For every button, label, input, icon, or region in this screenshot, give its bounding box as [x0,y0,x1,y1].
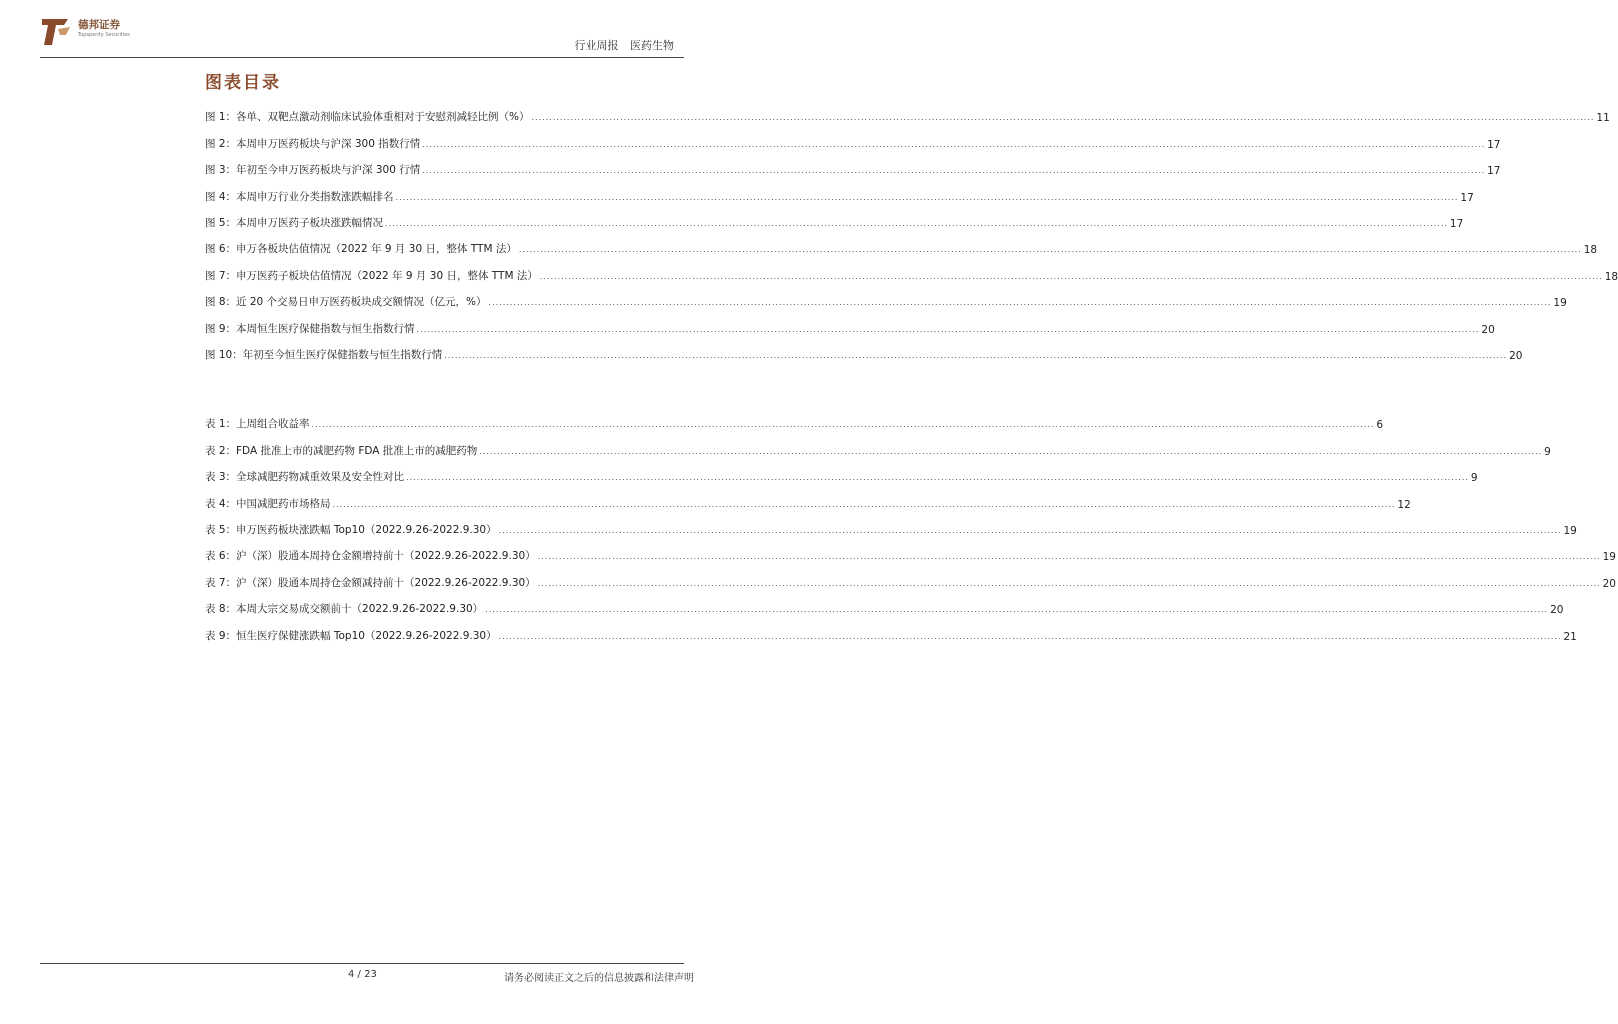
dot-leader: ............................................................................................................................................................................................................................................................................................................ [311,420,1375,430]
logo-english-name: Topsperity Securities [78,32,130,38]
toc-entry-page: 18 [1604,270,1618,283]
report-tags [575,37,675,53]
toc-entry-label: 图 9：本周恒生医疗保健指数与恒生指数行情 [205,322,415,335]
toc-entry-page: 17 [1449,217,1464,230]
toc-entry-label: 图 7：申万医药子板块估值情况（2022 年 9 月 30 日，整体 TTM 法） [205,269,538,282]
table-entry[interactable] [205,563,1616,590]
toc-entry-page: 17 [1487,165,1501,178]
toc-entry-label: 表 3：全球减肥药物减重效果及安全性对比 [205,471,405,484]
header-divider [40,57,684,58]
table-entry[interactable] [205,537,1616,564]
dot-leader: ............................................................................................................................................................................................................................................................................................................ [531,113,1595,123]
toc-entry-label: 图 5：本周申万医药子板块涨跌幅情况 [205,216,384,229]
figure-entry[interactable] [205,309,1495,336]
toc-entry-page: 19 [1563,524,1577,537]
table-entry[interactable] [205,590,1564,617]
toc-entry-label: 图 8：近 20 个交易日申万医药板块成交额情况（亿元，%） [205,296,487,309]
table-entry[interactable] [205,511,1577,537]
toc-entry-page: 20 [1481,323,1495,336]
dot-leader: ............................................................................................................................................................................................................................................................................................................ [444,350,1508,360]
figure-entry[interactable] [205,256,1618,283]
footer-divider [40,963,684,964]
dot-leader: ............................................................................................................................................................................................................................................................................................................ [485,605,1549,615]
figure-entry[interactable] [205,283,1567,310]
table-entry[interactable] [205,484,1411,511]
toc-entry-label: 表 7：沪（深）股通本周持仓金额减持前十（2022.9.26-2022.9.30） [205,576,536,589]
toc-entry-page: 6 [1376,419,1384,432]
figure-entry[interactable] [205,124,1501,151]
toc-entry-label: 图 4：本周申万行业分类指数涨跌幅排名 [205,190,394,203]
toc-entry-label: 图 6：申万各板块估值情况（2022 年 9 月 30 日，整体 TTM 法） [205,243,517,256]
table-list [205,405,1616,643]
toc-entry-page: 17 [1487,138,1501,151]
toc-entry-page: 21 [1563,630,1577,643]
dot-leader: ............................................................................................................................................................................................................................................................................................................ [422,166,1486,176]
dot-leader: ............................................................................................................................................................................................................................................................................................................ [385,218,1448,228]
table-entry[interactable] [205,405,1384,432]
toc-entry-label: 图 2：本周申万医药板块与沪深 300 指数行情 [205,137,421,150]
dot-leader: ............................................................................................................................................................................................................................................................................................................ [539,271,1603,281]
figure-entry[interactable] [205,98,1610,125]
toc-entry-page: 19 [1602,551,1616,564]
dot-leader: ............................................................................................................................................................................................................................................................................................................ [416,324,1480,334]
toc-entry-label: 图 1：各单、双靶点激动剂临床试验体重相对于安慰剂减轻比例（%） [205,111,530,124]
toc-entry-page: 19 [1553,297,1567,310]
toc-entry-page: 20 [1550,604,1564,617]
dot-leader: ............................................................................................................................................................................................................................................................................................................ [479,446,1543,456]
toc-entry-label: 表 2：FDA 批准上市的减肥药物 FDA 批准上市的减肥药物 [205,444,478,457]
company-logo-mark [40,15,74,49]
toc-entry-label: 表 8：本周大宗交易成交额前十（2022.9.26-2022.9.30） [205,603,484,616]
table-entry[interactable] [205,616,1577,643]
dot-leader: ............................................................................................................................................................................................................................................................................................................ [395,192,1459,202]
toc-entry-label: 表 4：中国减肥药市场格局 [205,497,331,510]
toc-entry-label: 表 1：上周组合收益率 [205,418,310,431]
dot-leader: ............................................................................................................................................................................................................................................................................................................ [537,552,1601,562]
report-category: 行业周报 [574,39,619,52]
toc-entry-label: 表 5：申万医药板块涨跌幅 Top10（2022.9.26-2022.9.30） [205,523,497,536]
report-sector: 医药生物 [630,39,674,52]
toc-entry-page: 20 [1602,577,1616,590]
figure-entry[interactable] [205,151,1501,178]
dot-leader: ............................................................................................................................................................................................................................................................................................................ [518,245,1582,255]
dot-leader: ............................................................................................................................................................................................................................................................................................................ [332,499,1396,509]
toc-entry-label: 图 10：年初至今恒生医疗保健指数与恒生指数行情 [205,348,443,361]
figure-entry[interactable] [205,204,1464,230]
figure-entry[interactable] [205,177,1474,204]
toc-entry-label: 表 9：恒生医疗保健涨跌幅 Top10（2022.9.26-2022.9.30） [205,629,497,642]
dot-leader: ............................................................................................................................................................................................................................................................................................................ [498,631,1562,641]
dot-leader: ............................................................................................................................................................................................................................................................................................................ [488,298,1552,308]
toc-entry-label: 表 6：沪（深）股通本周持仓金额增持前十（2022.9.26-2022.9.30） [205,550,536,563]
figure-entry[interactable] [205,336,1523,362]
toc-entry-page: 20 [1509,349,1523,362]
toc-entry-page: 9 [1544,445,1551,458]
table-entry[interactable] [205,458,1478,485]
figure-entry[interactable] [205,230,1598,257]
dot-leader: ............................................................................................................................................................................................................................................................................................................ [422,139,1486,149]
toc-entry-page: 18 [1583,244,1598,257]
table-entry[interactable] [205,431,1551,458]
page-title: 图表目录 [205,73,281,93]
dot-leader: ............................................................................................................................................................................................................................................................................................................ [406,473,1469,483]
toc-entry-page: 17 [1460,191,1474,204]
toc-entry-page: 11 [1596,112,1610,125]
company-logo [40,15,160,49]
dot-leader: ............................................................................................................................................................................................................................................................................................................ [498,525,1562,535]
page-indicator: 4 / 23 [348,969,377,980]
logo-company-name: 德邦证券 [78,19,120,31]
toc-entry-page: 9 [1470,472,1478,485]
toc-entry-page: 12 [1397,498,1411,511]
legal-disclaimer: 请务必阅读正文之后的信息披露和法律声明 [504,973,694,984]
toc-entry-label: 图 3：年初至今申万医药板块与沪深 300 行情 [205,164,421,177]
figure-list [205,98,1618,362]
dot-leader: ............................................................................................................................................................................................................................................................................................................ [537,578,1601,588]
